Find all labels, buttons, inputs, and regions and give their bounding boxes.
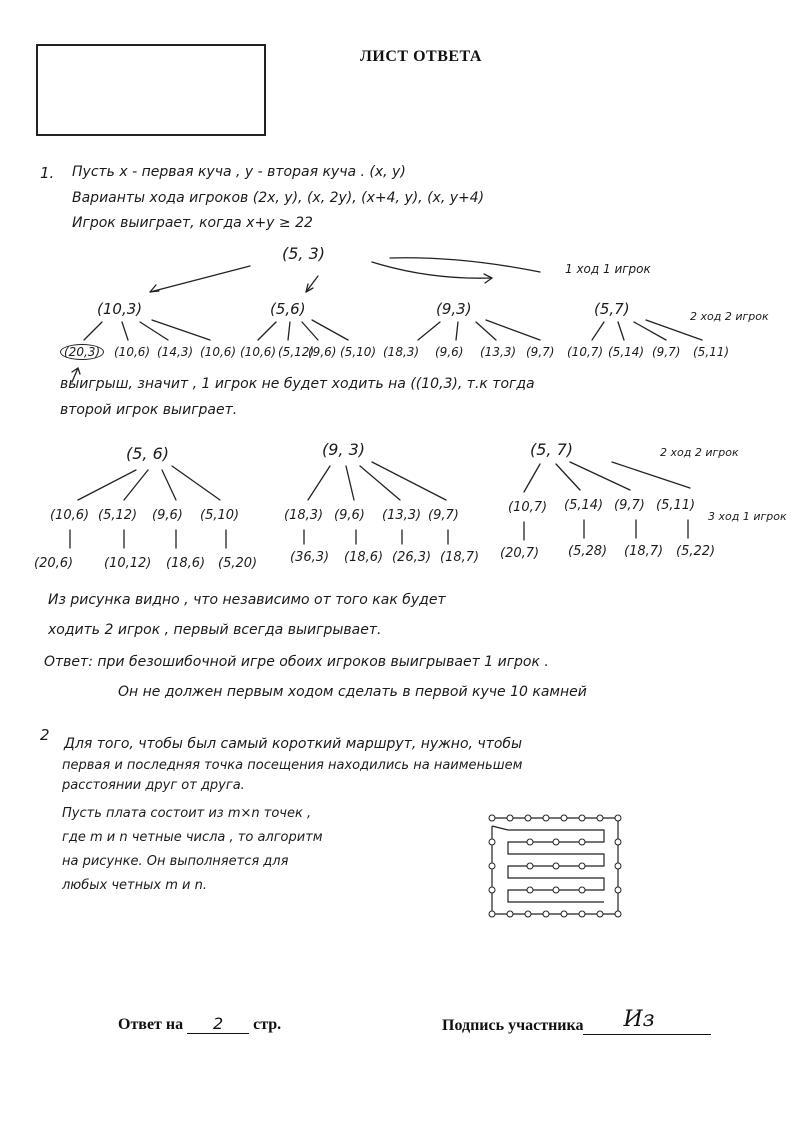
- tree1-level2-node: (5,12): [278, 345, 315, 359]
- tree2-level2-node: (9,7): [428, 508, 459, 523]
- tree1-move1-label: 1 ход 1 игрок: [565, 262, 651, 276]
- tree2-level2-node: (9,7): [614, 498, 645, 513]
- tree2-move2-label: 2 ход 2 игрок: [660, 446, 739, 459]
- tree1-level2-node: (9,7): [526, 345, 555, 359]
- tree2-level2-node: (9,6): [334, 508, 365, 523]
- task1-answer-line1: Ответ: при безошибочной игре обоих игроков выигрывает 1 игрок .: [44, 654, 549, 670]
- task1-line1: Пусть х - первая куча , у - вторая куча . (х, у): [72, 164, 406, 180]
- tree1-level2-node: (5,10): [340, 345, 377, 359]
- tree2-root: (9, 3): [322, 440, 366, 459]
- task2-line3: расстоянии друг от друга.: [62, 778, 245, 793]
- answer-pages-field: [118, 1014, 281, 1034]
- tree2-level2-node: (10,7): [508, 500, 548, 515]
- task2-line2: первая и последняя точка посещения находились на наименьшем: [62, 758, 523, 773]
- signature-field: [442, 1007, 711, 1035]
- tree2-level2-node: (13,3): [382, 508, 422, 523]
- tree1-level1-node: (9,3): [436, 300, 472, 318]
- tree2-level3-node: (20,6): [34, 556, 74, 571]
- tree1-level1-node: (5,7): [594, 300, 630, 318]
- tree2-move3-label: 3 ход 1 игрок: [708, 510, 787, 523]
- tree2-level2-node: (5,11): [656, 498, 696, 513]
- task2-line4: Пусть плата состоит из m×n точек ,: [62, 806, 312, 821]
- task2-line5: где m и n четные числа , то алгоритм: [62, 830, 323, 845]
- signature-label: Подпись участника: [442, 1017, 584, 1034]
- tree2-root: (5, 6): [126, 444, 170, 463]
- task2-line6: на рисунке. Он выполняется для: [62, 854, 289, 869]
- tree2-level3-node: (5,20): [218, 556, 258, 571]
- tree2-root: (5, 7): [530, 440, 574, 459]
- tree2-level2-node: (18,3): [284, 508, 324, 523]
- tree2-level2-node: (5,12): [98, 508, 138, 523]
- task2-line7: любых четных m и n.: [62, 878, 207, 893]
- task1-answer-line2: Он не должен первым ходом сделать в первой куче 10 камней: [118, 684, 587, 700]
- page-title: ЛИСТ ОТВЕТА: [360, 48, 482, 65]
- tree1-move2-label: 2 ход 2 игрок: [690, 310, 769, 323]
- task2-line1: Для того, чтобы был самый короткий маршрут, нужно, чтобы: [64, 736, 523, 752]
- tree1-level2-node: (9,6): [308, 345, 337, 359]
- tree1-level2-node: (10,7): [567, 345, 604, 359]
- tree1-level1-node: (10,3): [97, 300, 143, 318]
- tree1-level2-node: (18,3): [383, 345, 420, 359]
- tree2-level3-node: (18,6): [166, 556, 206, 571]
- tree1-root: (5, 3): [282, 244, 326, 263]
- tree1-level2-node: (10,6): [240, 345, 277, 359]
- tree2-level2-node: (5,10): [200, 508, 240, 523]
- tree2-level3-node: (18,6): [344, 550, 384, 565]
- tree2-level2-node: (5,14): [564, 498, 604, 513]
- tree2-level3-node: (18,7): [440, 550, 480, 565]
- answer-pages-value: 2: [187, 1014, 249, 1034]
- tree1-level2-node: (10,6): [200, 345, 237, 359]
- tree1-level2-node: (5,14): [608, 345, 645, 359]
- signature-value: Из: [623, 1007, 655, 1032]
- tree2-level3-node: (10,12): [104, 556, 152, 571]
- task2-number: 2: [40, 726, 50, 744]
- tree2-level3-node: (26,3): [392, 550, 432, 565]
- tree2-level3-node: (18,7): [624, 544, 664, 559]
- tree1-level2-node-win: (20,3): [60, 344, 104, 360]
- task1-note-line2: второй игрок выиграет.: [60, 402, 238, 418]
- tree1-level2-node: (9,6): [435, 345, 464, 359]
- task1-conclusion-line2: ходить 2 игрок , первый всегда выигрывает.: [48, 622, 382, 638]
- task1-number: 1.: [40, 164, 55, 182]
- task1-note-line1: выигрыш, значит , 1 игрок не будет ходить на ((10,3), т.к тогда: [60, 376, 535, 392]
- answer-pages-label: Ответ на: [118, 1016, 184, 1033]
- signature-line: [583, 1007, 711, 1035]
- task1-conclusion-line1: Из рисунка видно , что независимо от того как будет: [48, 592, 446, 608]
- task1-line3: Игрок выиграет, когда х+у ≥ 22: [72, 215, 313, 231]
- tree2-level3-node: (36,3): [290, 550, 330, 565]
- task1-line2: Варианты хода игроков (2х, у), (х, 2у), (х+4, у), (х, у+4): [72, 190, 485, 206]
- tree2-level2-node: (9,6): [152, 508, 183, 523]
- tree1-level1-node: (5,6): [270, 300, 306, 318]
- tree1-level2-node: (9,7): [652, 345, 681, 359]
- tree1-level2-node: (5,11): [693, 345, 730, 359]
- tree2-level3-node: (5,22): [676, 544, 716, 559]
- tree1-level2-node: (13,3): [480, 345, 517, 359]
- answer-pages-suffix: стр.: [253, 1016, 282, 1033]
- tree2-level3-node: (20,7): [500, 546, 540, 561]
- tree2-level3-node: (5,28): [568, 544, 608, 559]
- tree1-level2-node: (10,6): [114, 345, 151, 359]
- tree1-level2-node: (14,3): [157, 345, 194, 359]
- tree2-level2-node: (10,6): [50, 508, 90, 523]
